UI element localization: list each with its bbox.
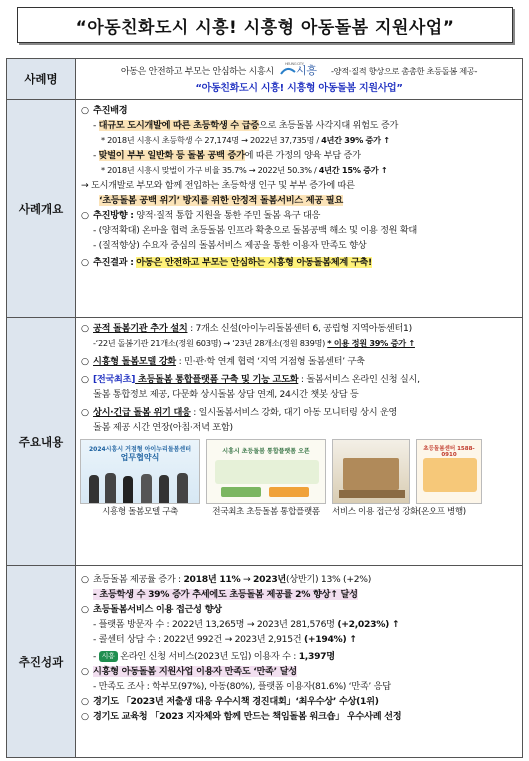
r1-bold2: 2023년 [253,574,286,585]
c4-tail: : 일시돌봄서비스 강화, 대기 아동 모니터링 상시 운영 [193,407,398,418]
logo-text: 시흥 [296,64,318,77]
photo3-caption: 서비스 이용 접근성 강화(온오프 병행) [332,507,466,517]
photo-call-center-banner [416,439,482,504]
r3-head: 시흥형 아동돌봄 지원사업 이용자 만족도 ‘만족’ 달성 [93,666,297,677]
r1-tail: (상반기) 13% (+2%) [286,574,371,585]
c2-tail: : 민·관·학 연계 협력 ‘지역 거점형 돌봄센터’ 구축 [178,356,365,367]
r2-a-bold: (+2,023%) ↑ [337,619,400,630]
photo2-caption: 전국최초 초등돌봄 통합플랫폼 [212,507,320,517]
c3-line2: 돌봄 통합정보 제공, 다문화 상시돌봄 상담 연계, 24시간 챗봇 상담 등 [93,389,359,400]
bg1-highlight: 대규모 도시개발에 따른 초등학생 수 급증 [98,120,259,131]
case-line1-post: -양적·질적 향상으로 촘촘한 초등돌봄 제공- [330,66,478,76]
dir-head: 추진방향 : [93,210,134,221]
circle-bullet-icon: ○ [81,374,89,385]
circle-bullet-icon: ○ [81,696,89,707]
c3-blue: [전국최초] [93,374,136,385]
page-title: “아동친화도시 시흥! 시흥형 아동돌봄 지원사업” [17,7,513,43]
bg3-line: → 도시개발로 부모와 함께 전입하는 초등학생 인구 및 부부 증가에 따른 [81,180,355,191]
case-line2: “아동친화도시 시흥! 시흥형 아동돌봄 지원사업” [195,83,403,94]
bg2-note: * 2018년 시흥시 맞벌이 가구 비율 35.7% → 2022년 50.3% / [101,165,319,175]
c1-head: 공적 돌봄기관 추가 설치 [93,323,188,334]
photo1-banner2: 업무협약식 [120,453,160,462]
bg2-note-bold: 4년간 15% 증가 ↑ [318,165,388,175]
results-cell: ○ 초등돌봄 제공률 증가 : 2018년 11% → 2023년(상반기) 13% (+2%) - 초등학생 수 39% 증가 추세에도 초등돌봄 제공률 2% 향상↑ 달성 ○ 초등돌봄서비스 이용 접근성 향상 - 플랫폼 방문자 수 : 2022년 13,265명 → 2023년 281,576명 (+2,023%) ↑ - 콜센터 상담 수 : 2022년 992건 → 2023년 2,915건 (+194%) ↑ - 시흥 온라인 신청 서비스(2023년 도입) 이용자 수 : 1,397명 ○ 시흥형 아동돌봄 지원사업 이용자 만족도 ‘만족’ 달성 - 만족도 조사 : 학부모(97%), 아동(80%), 플랫폼 이용자(81.6%) ‘만족’ 응답 ○ 경기도 「2023년 저출생 대응 우수시책 경진대회」‘최우수상’ 수상(1위) ○ 경기도 교육청 「2023 지자체와 함께 만드는 책임돌봄 워크숍」 우수사례 선정 [76,566,523,758]
bg1-note: * 2018년 시흥시 초등학생 수 27,174명 → 2022년 37,735명 / [101,135,322,145]
circle-bullet-icon: ○ [81,604,89,615]
res-head: 추진결과 : [93,257,134,268]
c1-line2: -‘22년 돌봄기관 21개소(정원 603명) → ‘23년 28개소(정원 839명) [93,338,328,348]
label-content: 주요내용 [7,318,76,566]
content-cell [76,318,523,566]
case-line1-pre: 아동은 안전하고 부모는 안심하는 시흥시 [120,67,274,77]
r1-bold1: 2018년 11% [183,574,241,585]
dir-text: 양적·질적 통합 지원을 통한 주민 돌봄 욕구 대응 [136,210,321,221]
case-table [6,58,523,758]
photo2-banner: 시흥시 초등돌봄 통합플랫폼 오픈 [222,448,310,455]
r4: 경기도 「2023년 저출생 대응 우수시책 경진대회」‘최우수상’ 수상(1위) [93,696,379,707]
c1-tail: : 7개소 신설(아이누리돌봄센터 6, 공립형 지역아동센터1) [190,323,412,334]
circle-bullet-icon: ○ [81,356,89,367]
circle-bullet-icon: ○ [81,711,89,722]
c1-line2-bold: * 이용 정원 39% 증가 ↑ [327,338,415,348]
circle-bullet-icon: ○ [81,105,89,116]
circle-bullet-icon: ○ [81,257,89,268]
circle-bullet-icon: ○ [81,407,89,418]
circle-bullet-icon: ○ [81,210,89,221]
circle-bullet-icon: ○ [81,323,89,334]
photo-platform [206,439,326,504]
label-overview: 사례개요 [7,100,76,318]
photo-signing-ceremony [80,439,200,504]
circle-bullet-icon: ○ [81,666,89,677]
r1-mid: → [240,574,254,585]
photo-center-room [332,439,410,504]
bg2-tail: 에 따른 가정의 양육 부담 증가 [244,150,361,161]
r2-head: 초등돌봄서비스 이용 접근성 향상 [93,604,222,615]
photo-item [206,439,326,518]
circle-bullet-icon: ○ [81,574,89,585]
case-name-cell [76,59,523,100]
dir2: - (질적향상) 수요자 중심의 돌봄서비스 제공을 통한 이용자 만족도 향상 [93,240,367,251]
c2-head: 시흥형 돌봄모델 강화 [93,356,176,367]
siheung-logo-icon [279,61,325,82]
r5: 경기도 교육청 「2023 지자체와 함께 만드는 책임돌봄 워크숍」 우수사례 선정 [93,711,402,722]
bg2-highlight: 맞벌이 부부 일반화 등 돌봄 공백 증가 [98,150,245,161]
r2-c: 온라인 신청 서비스(2023년 도입) 이용자 수 : [120,651,299,662]
res-text: 아동은 안전하고 부모는 안심하는 시흥형 아동돌봄체계 구축! [136,257,372,268]
c3-tail: : 돌봄서비스 온라인 신청 실시, [300,374,420,385]
bg1-tail: 으로 초등돌봄 사각지대 위험도 증가 [258,120,399,131]
c3-head: 초등돌봄 통합플랫폼 구축 및 기능 고도화 [135,374,299,385]
logo-small-text: HEUNG CITY [285,62,304,66]
bg3-highlight: ‘초등돌봄 공백 위기’ 방지를 위한 안정적 돌봄서비스 제공 필요 [99,195,343,206]
r2-b-bold: (+194%) ↑ [303,634,357,645]
r1-pre: 초등돌봄 제공률 증가 : [93,574,184,585]
label-results: 추진성과 [7,566,76,758]
bg1-note-bold: 4년간 39% 증가 ↑ [321,135,390,145]
r3-sub: - 만족도 조사 : 학부모(97%), 아동(80%), 플랫폼 이용자(81.6%) ‘만족’ 응답 [93,681,391,692]
photo1-banner: 2024시흥시 거점형 아이누리돌봄센터 [88,446,192,453]
bg-head: 추진배경 [93,105,128,116]
photo-strip [76,437,522,518]
c4-head: 상시·긴급 돌봄 위기 대응 [93,407,191,418]
photo-item [416,439,482,518]
overview-cell: ○ 추진배경 - 대규모 도시개발에 따른 초등학생 수 급증으로 초등돌봄 사각지대 위험도 증가 * 2018년 시흥시 초등학생 수 27,174명 → 2022년 37,735명 / 4년간 39% 증가 ↑ - 맞벌이 부부 일반화 등 돌봄 공백 증가에 따른 가정의 양육 부담 증가 * 2018년 시흥시 맞벌이 가구 비율 35.7% → 2022년 50.3% / 4년간 15% 증가 ↑ → 도시개발로 부모와 함께 전입하는 초등학생 인구 및 부부 증가에 따른 ‘초등돌봄 공백 위기’ 방지를 위한 안정적 돌봄서비스 제공 필요 ○ 추진방향 : 양적·질적 통합 지원을 통한 주민 돌봄 욕구 대응 - (양적확대) 온마을 협력 초등돌봄 인프라 확충으로 돌봄공백 해소 및 이용 정원 확대 - (질적향상) 수요자 중심의 돌봄서비스 제공을 통한 이용자 만족도 향상 ○ 추진결과 : 아동은 안전하고 부모는 안심하는 시흥형 아동돌봄체계 구축! [76,100,523,318]
r1-sub: - 초등학생 수 39% 증가 추세에도 초등돌봄 제공률 2% 향상↑ 달성 [93,589,358,600]
photo4-banner: 초등돌봄센터 1588-0910 [423,446,475,458]
r2-c-bold: 1,397명 [298,651,335,662]
siheung-badge-icon: 시흥 [99,651,118,662]
r2-b: - 콜센터 상담 수 : 2022년 992건 → 2023년 2,915건 [93,634,304,645]
photo-item [80,439,200,518]
dir1: - (양적확대) 온마을 협력 초등돌봄 인프라 확충으로 돌봄공백 해소 및 이용 정원 확대 [93,225,418,236]
photo1-caption: 시흥형 돌봄모델 구축 [102,507,178,517]
c4-line2: 돌봄 제공 시간 연장(아침·저녁 포함) [93,422,233,433]
label-case-name: 사례명 [7,59,76,100]
r2-a: - 플랫폼 방문자 수 : 2022년 13,265명 → 2023년 281,576명 [93,619,338,630]
